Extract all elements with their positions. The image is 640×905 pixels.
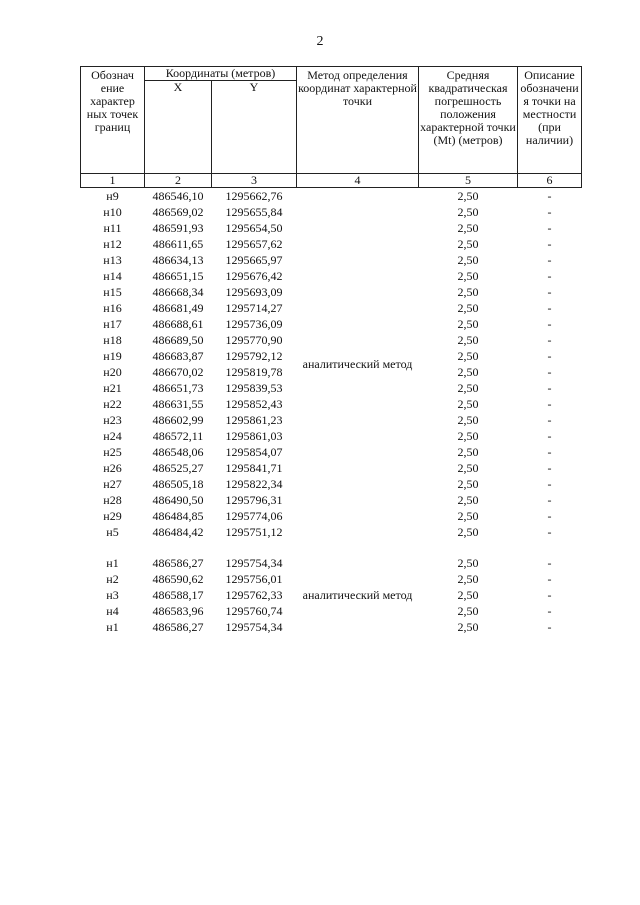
mean-error: 2,50	[457, 221, 479, 235]
coord-y: 1295852,43	[225, 397, 283, 411]
description: -	[547, 477, 552, 491]
header-method: Метод определения координат характерной точки	[297, 67, 419, 174]
column-number: 4	[297, 174, 419, 188]
mean-error: 2,50	[457, 525, 479, 539]
table-row	[81, 555, 582, 571]
description: -	[547, 509, 552, 523]
coord-x: 486484,85	[152, 509, 204, 523]
coord-x: 486583,96	[152, 604, 204, 618]
description: -	[547, 285, 552, 299]
point-id: н1	[106, 620, 119, 634]
mean-error: 2,50	[457, 253, 479, 267]
coord-x: 486586,27	[152, 620, 204, 634]
group1-rows	[81, 188, 582, 541]
description: -	[547, 620, 552, 634]
description: -	[547, 429, 552, 443]
coord-y: 1295756,01	[225, 572, 283, 586]
mean-error: 2,50	[457, 333, 479, 347]
description: -	[547, 349, 552, 363]
mean-error: 2,50	[457, 205, 479, 219]
coord-y: 1295854,07	[225, 445, 283, 459]
point-id: н24	[103, 429, 122, 443]
coord-y: 1295654,50	[225, 221, 283, 235]
page-number: 2	[316, 34, 324, 49]
coord-x: 486668,34	[152, 285, 204, 299]
coord-x: 486602,99	[152, 413, 204, 427]
header-mean-error: Средняя квадратическая погрешность положения характерной точки (Mt) (метров)	[419, 67, 518, 174]
coord-y: 1295751,12	[225, 525, 283, 539]
coord-y: 1295762,33	[225, 588, 283, 602]
method-cell: аналитический метод	[302, 357, 413, 371]
coord-x: 486569,02	[152, 205, 204, 219]
description: -	[547, 588, 552, 602]
coord-x: 486484,42	[152, 525, 204, 539]
mean-error: 2,50	[457, 445, 479, 459]
header-x: X	[145, 81, 212, 174]
mean-error: 2,50	[457, 493, 479, 507]
coord-y: 1295760,74	[225, 604, 283, 618]
point-id: н15	[103, 285, 122, 299]
group-gap	[81, 540, 582, 555]
coord-y: 1295676,42	[225, 269, 283, 283]
coord-y: 1295662,76	[225, 189, 283, 203]
coord-x: 486548,06	[152, 445, 204, 459]
description: -	[547, 365, 552, 379]
description: -	[547, 205, 552, 219]
point-id: н10	[103, 205, 122, 219]
coord-y: 1295754,34	[225, 620, 283, 634]
coord-x: 486651,15	[152, 269, 204, 283]
coord-y: 1295839,53	[225, 381, 283, 395]
header-description: Описание обозначени я точки на местности (при наличии)	[518, 67, 582, 174]
coord-x: 486651,73	[152, 381, 204, 395]
description: -	[547, 317, 552, 331]
coord-x: 486591,93	[152, 221, 204, 235]
coord-y: 1295861,23	[225, 413, 283, 427]
point-id: н13	[103, 253, 122, 267]
point-id: н14	[103, 269, 122, 283]
mean-error: 2,50	[457, 189, 479, 203]
point-id: н5	[106, 525, 119, 539]
column-numbers-row	[81, 174, 582, 188]
coord-y: 1295861,03	[225, 429, 283, 443]
point-id: н28	[103, 493, 122, 507]
description: -	[547, 189, 552, 203]
coord-y: 1295657,62	[225, 237, 283, 251]
description: -	[547, 493, 552, 507]
coord-y: 1295792,12	[225, 349, 283, 363]
point-id: н25	[103, 445, 122, 459]
description: -	[547, 556, 552, 570]
point-id: н17	[103, 317, 122, 331]
mean-error: 2,50	[457, 572, 479, 586]
coord-x: 486525,27	[152, 461, 204, 475]
point-id: н21	[103, 381, 122, 395]
coord-x: 486588,17	[152, 588, 204, 602]
column-number: 2	[145, 174, 212, 188]
column-number: 6	[518, 174, 582, 188]
coord-y: 1295819,78	[225, 365, 283, 379]
mean-error: 2,50	[457, 301, 479, 315]
point-id: н12	[103, 237, 122, 251]
description: -	[547, 461, 552, 475]
coord-y: 1295774,06	[225, 509, 283, 523]
point-id: н26	[103, 461, 122, 475]
mean-error: 2,50	[457, 269, 479, 283]
description: -	[547, 413, 552, 427]
coord-x: 486586,27	[152, 556, 204, 570]
point-id: н20	[103, 365, 122, 379]
description: -	[547, 333, 552, 347]
coordinates-table	[80, 66, 582, 635]
coord-x: 486670,02	[152, 365, 204, 379]
method-cell: аналитический метод	[302, 588, 413, 602]
mean-error: 2,50	[457, 461, 479, 475]
point-id: н22	[103, 397, 122, 411]
point-id: н27	[103, 477, 122, 491]
header-coordinates-group: Координаты (метров)	[145, 67, 297, 81]
coord-y: 1295796,31	[225, 493, 283, 507]
mean-error: 2,50	[457, 556, 479, 570]
header-point-designation: Обознач ение характер ных точек границ	[81, 67, 145, 174]
point-id: н2	[106, 572, 119, 586]
coord-x: 486631,55	[152, 397, 204, 411]
point-id: н9	[106, 189, 119, 203]
coord-y: 1295736,09	[225, 317, 283, 331]
coord-x: 486490,50	[152, 493, 204, 507]
point-id: н23	[103, 413, 122, 427]
coord-y: 1295693,09	[225, 285, 283, 299]
group2-rows	[81, 555, 582, 635]
coord-x: 486590,62	[152, 572, 204, 586]
description: -	[547, 525, 552, 539]
description: -	[547, 397, 552, 411]
mean-error: 2,50	[457, 413, 479, 427]
coord-y: 1295770,90	[225, 333, 283, 347]
coord-x: 486634,13	[152, 253, 204, 267]
coord-y: 1295822,34	[225, 477, 283, 491]
coord-x: 486689,50	[152, 333, 204, 347]
coord-y: 1295665,97	[225, 253, 283, 267]
mean-error: 2,50	[457, 285, 479, 299]
column-number: 1	[81, 174, 145, 188]
mean-error: 2,50	[457, 477, 479, 491]
coord-y: 1295714,27	[225, 301, 283, 315]
mean-error: 2,50	[457, 397, 479, 411]
description: -	[547, 445, 552, 459]
description: -	[547, 572, 552, 586]
coord-x: 486681,49	[152, 301, 204, 315]
coord-x: 486505,18	[152, 477, 204, 491]
coord-y: 1295655,84	[225, 205, 283, 219]
column-number: 5	[419, 174, 518, 188]
mean-error: 2,50	[457, 317, 479, 331]
coord-y: 1295841,71	[225, 461, 283, 475]
coord-y: 1295754,34	[225, 556, 283, 570]
header-y: Y	[212, 81, 297, 174]
description: -	[547, 381, 552, 395]
mean-error: 2,50	[457, 620, 479, 634]
mean-error: 2,50	[457, 509, 479, 523]
description: -	[547, 301, 552, 315]
coord-x: 486611,65	[152, 237, 204, 251]
coord-x: 486572,11	[152, 429, 204, 443]
mean-error: 2,50	[457, 604, 479, 618]
description: -	[547, 253, 552, 267]
mean-error: 2,50	[457, 588, 479, 602]
description: -	[547, 237, 552, 251]
description: -	[547, 269, 552, 283]
description: -	[547, 221, 552, 235]
table-row	[81, 188, 582, 205]
point-id: н19	[103, 349, 122, 363]
point-id: н18	[103, 333, 122, 347]
mean-error: 2,50	[457, 237, 479, 251]
point-id: н29	[103, 509, 122, 523]
mean-error: 2,50	[457, 365, 479, 379]
coord-x: 486683,87	[152, 349, 204, 363]
coord-x: 486546,10	[152, 189, 204, 203]
coord-x: 486688,61	[152, 317, 204, 331]
point-id: н1	[106, 556, 119, 570]
mean-error: 2,50	[457, 429, 479, 443]
column-number: 3	[212, 174, 297, 188]
mean-error: 2,50	[457, 349, 479, 363]
description: -	[547, 604, 552, 618]
point-id: н16	[103, 301, 122, 315]
mean-error: 2,50	[457, 381, 479, 395]
point-id: н11	[103, 221, 122, 235]
point-id: н3	[106, 588, 119, 602]
point-id: н4	[106, 604, 119, 618]
